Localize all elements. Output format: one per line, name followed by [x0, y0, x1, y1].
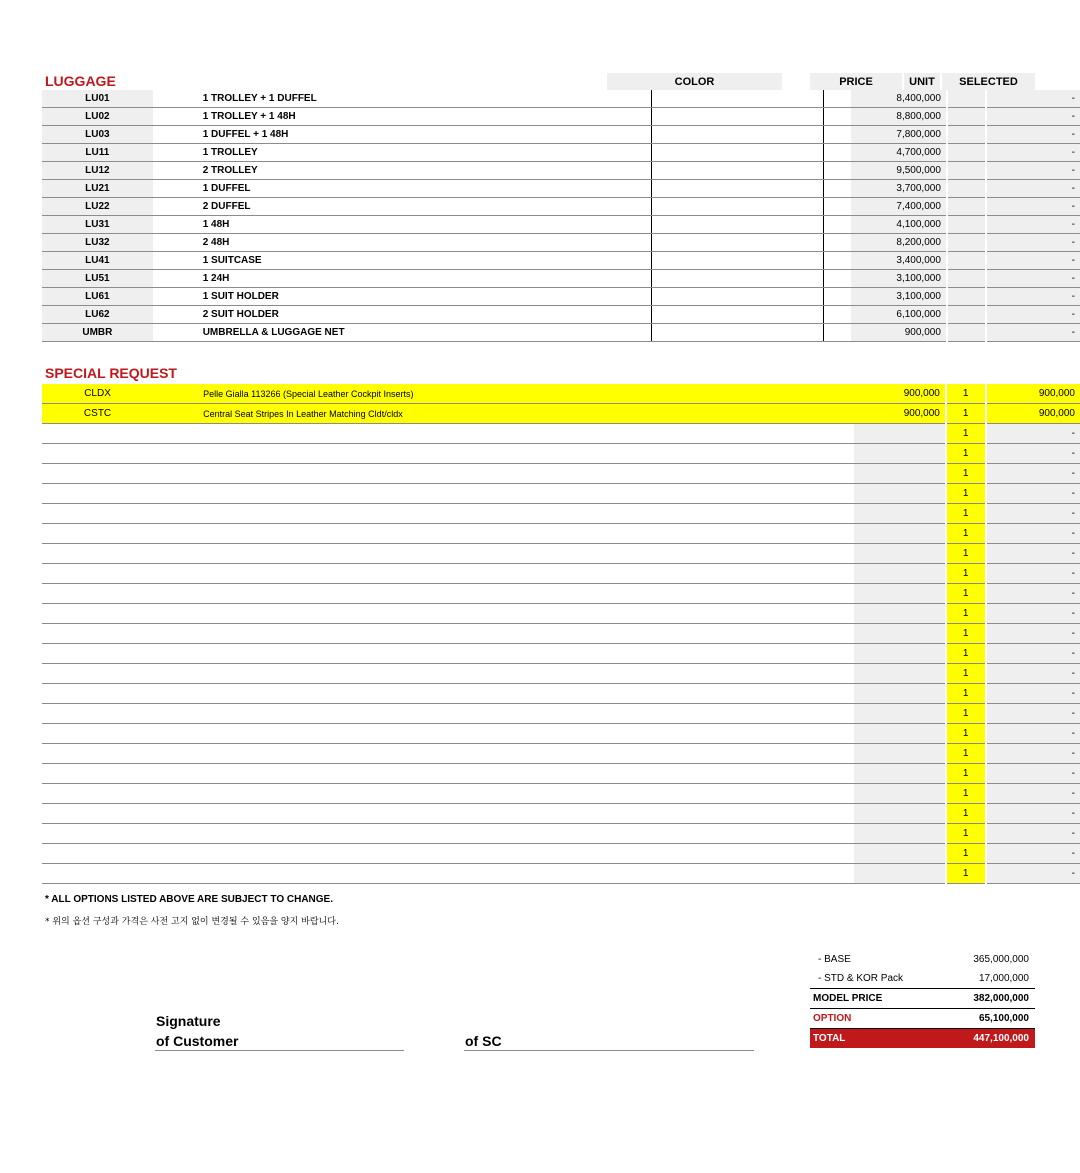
special-request-row	[42, 444, 1080, 464]
request-code	[42, 784, 153, 804]
luggage-description: 1 DUFFEL	[153, 180, 652, 198]
request-selected: -	[986, 644, 1080, 664]
luggage-row	[42, 90, 1080, 108]
special-request-row	[42, 704, 1080, 724]
request-description	[153, 744, 854, 764]
luggage-selected: -	[986, 180, 1080, 198]
luggage-description: 1 48H	[153, 216, 652, 234]
price-summary-table	[810, 950, 1035, 1048]
luggage-price: 3,700,000	[851, 180, 947, 198]
request-unit[interactable]: 1	[946, 444, 986, 464]
luggage-selected: -	[986, 324, 1080, 342]
request-selected: -	[986, 744, 1080, 764]
luggage-unit-cell[interactable]	[947, 198, 986, 216]
request-description	[153, 824, 854, 844]
summary-model-row	[810, 989, 1035, 1009]
request-code	[42, 744, 153, 764]
luggage-selected: -	[986, 234, 1080, 252]
base-value: 365,000,000	[973, 954, 1029, 965]
luggage-description: 1 TROLLEY + 1 48H	[153, 108, 652, 126]
request-description	[153, 684, 854, 704]
request-description	[153, 724, 854, 744]
request-description	[153, 444, 854, 464]
luggage-price: 7,400,000	[851, 198, 947, 216]
request-selected: -	[986, 704, 1080, 724]
request-description	[153, 844, 854, 864]
request-unit[interactable]: 1	[946, 624, 986, 644]
luggage-code: LU41	[42, 252, 153, 270]
spacer-cell	[824, 306, 851, 324]
special-request-row	[42, 584, 1080, 604]
luggage-row	[42, 216, 1080, 234]
spacer-cell	[824, 108, 851, 126]
request-selected: -	[986, 844, 1080, 864]
request-code	[42, 604, 153, 624]
request-selected: -	[986, 824, 1080, 844]
request-selected: -	[986, 724, 1080, 744]
request-description	[153, 664, 854, 684]
spacer-cell	[824, 288, 851, 306]
request-code	[42, 664, 153, 684]
luggage-row	[42, 234, 1080, 252]
request-description	[153, 604, 854, 624]
luggage-selected: -	[986, 306, 1080, 324]
spacer-cell	[824, 198, 851, 216]
request-selected: -	[986, 684, 1080, 704]
spacer-cell	[824, 144, 851, 162]
request-description	[153, 704, 854, 724]
luggage-color-cell[interactable]	[651, 234, 823, 252]
luggage-unit-cell[interactable]	[947, 126, 986, 144]
customer-signature-line[interactable]	[155, 1050, 404, 1051]
request-selected: -	[986, 444, 1080, 464]
request-unit[interactable]: 1	[946, 664, 986, 684]
special-request-row	[42, 664, 1080, 684]
luggage-price: 7,800,000	[851, 126, 947, 144]
request-code	[42, 584, 153, 604]
request-code	[42, 704, 153, 724]
luggage-price: 8,400,000	[851, 90, 947, 108]
request-selected: -	[986, 564, 1080, 584]
luggage-color-cell[interactable]	[651, 126, 823, 144]
request-code	[42, 484, 153, 504]
luggage-description: 2 DUFFEL	[153, 198, 652, 216]
request-price	[854, 584, 945, 604]
luggage-price: 3,100,000	[851, 270, 947, 288]
customer-signature-label	[156, 1011, 238, 1051]
model-price-label: MODEL PRICE	[810, 989, 923, 1009]
request-code	[42, 564, 153, 584]
luggage-price: 900,000	[851, 324, 947, 342]
luggage-code: UMBR	[42, 324, 153, 342]
request-selected: -	[986, 424, 1080, 444]
luggage-selected: -	[986, 198, 1080, 216]
request-selected: -	[986, 784, 1080, 804]
request-code	[42, 504, 153, 524]
luggage-unit-cell[interactable]	[947, 216, 986, 234]
request-price	[854, 444, 945, 464]
request-code: CSTC	[42, 404, 153, 424]
spacer-cell	[824, 126, 851, 144]
request-price	[854, 564, 945, 584]
luggage-description: 1 DUFFEL + 1 48H	[153, 126, 652, 144]
request-unit[interactable]: 1	[946, 544, 986, 564]
request-selected: 900,000	[986, 404, 1080, 424]
request-selected: -	[986, 504, 1080, 524]
request-description	[153, 584, 854, 604]
luggage-code: LU32	[42, 234, 153, 252]
spacer-cell	[824, 252, 851, 270]
sc-signature-label: of SC	[465, 1033, 502, 1049]
luggage-description: 1 SUITCASE	[153, 252, 652, 270]
special-request-row	[42, 824, 1080, 844]
price-column-header: PRICE	[810, 73, 902, 90]
request-code	[42, 464, 153, 484]
luggage-code: LU21	[42, 180, 153, 198]
summary-option-row	[810, 1009, 1035, 1029]
special-request-table	[42, 384, 1080, 884]
request-unit[interactable]: 1	[946, 484, 986, 504]
request-code	[42, 524, 153, 544]
std-pack-value: 17,000,000	[978, 973, 1029, 984]
luggage-unit-cell[interactable]	[947, 306, 986, 324]
std-pack-label: - STD & KOR Pack	[818, 973, 904, 984]
special-request-row	[42, 424, 1080, 444]
luggage-row	[42, 108, 1080, 126]
special-request-row	[42, 604, 1080, 624]
request-price	[854, 504, 945, 524]
request-unit[interactable]: 1	[946, 504, 986, 524]
request-price	[854, 684, 945, 704]
luggage-color-cell[interactable]	[651, 162, 823, 180]
request-unit[interactable]: 1	[946, 464, 986, 484]
luggage-color-cell[interactable]	[651, 90, 823, 108]
luggage-price: 8,800,000	[851, 108, 947, 126]
request-description	[153, 624, 854, 644]
spacer-cell	[824, 90, 851, 108]
luggage-selected: -	[986, 252, 1080, 270]
special-request-row	[42, 744, 1080, 764]
luggage-code: LU31	[42, 216, 153, 234]
luggage-code: LU22	[42, 198, 153, 216]
request-price: 900,000	[854, 404, 945, 424]
request-selected: -	[986, 604, 1080, 624]
request-description: Pelle Gialla 113266 (Special Leather Cockpit Inserts)	[153, 384, 854, 404]
request-price	[854, 744, 945, 764]
model-price-value: 382,000,000	[923, 989, 1036, 1009]
request-unit[interactable]: 1	[946, 604, 986, 624]
spacer-cell	[824, 180, 851, 198]
request-price	[854, 784, 945, 804]
luggage-color-cell[interactable]	[651, 198, 823, 216]
request-selected: -	[986, 544, 1080, 564]
request-price	[854, 664, 945, 684]
total-label: TOTAL	[810, 1029, 923, 1049]
special-request-row	[42, 764, 1080, 784]
summary-total-row	[810, 1029, 1035, 1049]
request-code	[42, 724, 153, 744]
request-selected: -	[986, 664, 1080, 684]
request-unit[interactable]: 1	[946, 724, 986, 744]
special-request-row	[42, 724, 1080, 744]
color-column-header: COLOR	[607, 73, 782, 90]
luggage-selected: -	[986, 288, 1080, 306]
luggage-selected: -	[986, 90, 1080, 108]
special-request-row	[42, 384, 1080, 404]
luggage-color-cell[interactable]	[651, 270, 823, 288]
spacer-cell	[824, 324, 851, 342]
request-description	[153, 784, 854, 804]
request-description	[153, 544, 854, 564]
selected-column-header: SELECTED	[942, 73, 1035, 90]
request-selected: 900,000	[986, 384, 1080, 404]
luggage-unit-cell[interactable]	[947, 180, 986, 198]
disclaimer-english: * ALL OPTIONS LISTED ABOVE ARE SUBJECT TO CHANGE.	[45, 894, 333, 905]
luggage-color-cell[interactable]	[651, 144, 823, 162]
luggage-unit-cell[interactable]	[947, 288, 986, 306]
request-unit[interactable]: 1	[946, 764, 986, 784]
request-unit[interactable]: 1	[946, 644, 986, 664]
luggage-price: 4,100,000	[851, 216, 947, 234]
luggage-code: LU62	[42, 306, 153, 324]
request-selected: -	[986, 484, 1080, 504]
luggage-price: 3,100,000	[851, 288, 947, 306]
luggage-row	[42, 126, 1080, 144]
luggage-row	[42, 270, 1080, 288]
request-unit[interactable]: 1	[946, 404, 986, 424]
request-description	[153, 804, 854, 824]
request-selected: -	[986, 804, 1080, 824]
luggage-selected: -	[986, 216, 1080, 234]
request-unit[interactable]: 1	[946, 524, 986, 544]
luggage-description: UMBRELLA & LUGGAGE NET	[153, 324, 652, 342]
signature-label-line2: of Customer	[156, 1033, 239, 1049]
total-value: 447,100,000	[923, 1029, 1036, 1049]
request-selected: -	[986, 864, 1080, 884]
request-unit[interactable]: 1	[946, 804, 986, 824]
request-price	[854, 724, 945, 744]
luggage-row	[42, 288, 1080, 306]
luggage-section-title: LUGGAGE	[45, 73, 116, 89]
request-code	[42, 644, 153, 664]
luggage-unit-cell[interactable]	[947, 234, 986, 252]
request-unit[interactable]: 1	[946, 584, 986, 604]
request-description	[153, 504, 854, 524]
request-unit[interactable]: 1	[946, 784, 986, 804]
request-description	[153, 524, 854, 544]
luggage-selected: -	[986, 162, 1080, 180]
summary-std-row	[810, 969, 1035, 989]
request-code	[42, 624, 153, 644]
request-description	[153, 764, 854, 784]
special-request-row	[42, 564, 1080, 584]
luggage-color-cell[interactable]	[651, 180, 823, 198]
luggage-color-cell[interactable]	[651, 288, 823, 306]
request-description	[153, 864, 854, 884]
special-request-row	[42, 864, 1080, 884]
request-selected: -	[986, 624, 1080, 644]
spacer-cell	[824, 270, 851, 288]
luggage-color-cell[interactable]	[651, 306, 823, 324]
request-code	[42, 684, 153, 704]
luggage-row	[42, 252, 1080, 270]
request-price	[854, 704, 945, 724]
request-unit[interactable]: 1	[946, 824, 986, 844]
request-unit[interactable]: 1	[946, 424, 986, 444]
luggage-code: LU01	[42, 90, 153, 108]
luggage-row	[42, 306, 1080, 324]
luggage-price: 6,100,000	[851, 306, 947, 324]
option-value: 65,100,000	[923, 1009, 1036, 1029]
request-price	[854, 464, 945, 484]
luggage-row	[42, 144, 1080, 162]
base-label: - BASE	[818, 954, 851, 965]
request-price	[854, 824, 945, 844]
special-request-row	[42, 504, 1080, 524]
luggage-unit-cell[interactable]	[947, 108, 986, 126]
request-description: Central Seat Stripes In Leather Matching Cldt/cldx	[153, 404, 854, 424]
luggage-unit-cell[interactable]	[947, 144, 986, 162]
request-selected: -	[986, 764, 1080, 784]
request-description	[153, 644, 854, 664]
luggage-row	[42, 324, 1080, 342]
special-request-row	[42, 404, 1080, 424]
luggage-description: 2 48H	[153, 234, 652, 252]
luggage-unit-cell[interactable]	[947, 270, 986, 288]
request-description	[153, 564, 854, 584]
request-price	[854, 864, 945, 884]
request-code	[42, 824, 153, 844]
request-price	[854, 624, 945, 644]
luggage-unit-cell[interactable]	[947, 252, 986, 270]
special-request-row	[42, 544, 1080, 564]
request-price	[854, 844, 945, 864]
luggage-price: 3,400,000	[851, 252, 947, 270]
luggage-code: LU61	[42, 288, 153, 306]
luggage-selected: -	[986, 270, 1080, 288]
luggage-code: LU12	[42, 162, 153, 180]
request-code	[42, 764, 153, 784]
special-request-row	[42, 644, 1080, 664]
luggage-price: 8,200,000	[851, 234, 947, 252]
request-code	[42, 844, 153, 864]
request-description	[153, 464, 854, 484]
special-request-row	[42, 844, 1080, 864]
unit-column-header: UNIT	[904, 73, 940, 90]
special-request-row	[42, 484, 1080, 504]
luggage-price: 4,700,000	[851, 144, 947, 162]
luggage-description: 1 SUIT HOLDER	[153, 288, 652, 306]
luggage-color-cell[interactable]	[651, 216, 823, 234]
request-unit[interactable]: 1	[946, 864, 986, 884]
special-request-row	[42, 524, 1080, 544]
request-unit[interactable]: 1	[946, 844, 986, 864]
request-selected: -	[986, 584, 1080, 604]
luggage-description: 2 TROLLEY	[153, 162, 652, 180]
request-price	[854, 544, 945, 564]
luggage-description: 2 SUIT HOLDER	[153, 306, 652, 324]
request-code	[42, 804, 153, 824]
special-request-row	[42, 784, 1080, 804]
luggage-row	[42, 180, 1080, 198]
request-price	[854, 604, 945, 624]
request-price	[854, 804, 945, 824]
option-label: OPTION	[810, 1009, 923, 1029]
request-code	[42, 444, 153, 464]
luggage-code: LU51	[42, 270, 153, 288]
request-price	[854, 644, 945, 664]
request-description	[153, 424, 854, 444]
request-selected: -	[986, 524, 1080, 544]
luggage-selected: -	[986, 108, 1080, 126]
summary-base-row	[810, 950, 1035, 969]
special-request-row	[42, 684, 1080, 704]
luggage-selected: -	[986, 126, 1080, 144]
request-price	[854, 524, 945, 544]
request-code: CLDX	[42, 384, 153, 404]
request-price	[854, 764, 945, 784]
request-price	[854, 484, 945, 504]
spacer-cell	[824, 162, 851, 180]
request-description	[153, 484, 854, 504]
sc-signature-line[interactable]	[464, 1050, 754, 1051]
request-price	[854, 424, 945, 444]
luggage-color-cell[interactable]	[651, 108, 823, 126]
spacer-cell	[824, 216, 851, 234]
request-unit[interactable]: 1	[946, 384, 986, 404]
luggage-table	[42, 90, 1080, 342]
luggage-unit-cell[interactable]	[947, 90, 986, 108]
luggage-description: 1 TROLLEY + 1 DUFFEL	[153, 90, 652, 108]
request-price: 900,000	[854, 384, 945, 404]
special-request-row	[42, 624, 1080, 644]
request-code	[42, 864, 153, 884]
spacer-cell	[824, 234, 851, 252]
request-unit[interactable]: 1	[946, 684, 986, 704]
luggage-row	[42, 162, 1080, 180]
special-request-row	[42, 804, 1080, 824]
luggage-color-cell[interactable]	[651, 252, 823, 270]
request-code	[42, 544, 153, 564]
disclaimer-korean: * 위의 옵션 구성과 가격은 사전 고지 없이 변경될 수 있음을 양지 바랍니다.	[45, 917, 339, 927]
signature-label-line1: Signature	[156, 1013, 221, 1029]
luggage-color-cell[interactable]	[651, 324, 823, 342]
luggage-code: LU02	[42, 108, 153, 126]
request-unit[interactable]: 1	[946, 704, 986, 724]
special-request-row	[42, 464, 1080, 484]
luggage-unit-cell[interactable]	[947, 162, 986, 180]
request-unit[interactable]: 1	[946, 564, 986, 584]
luggage-code: LU11	[42, 144, 153, 162]
luggage-code: LU03	[42, 126, 153, 144]
special-request-section-title: SPECIAL REQUEST	[45, 365, 177, 381]
request-unit[interactable]: 1	[946, 744, 986, 764]
luggage-description: 1 24H	[153, 270, 652, 288]
request-selected: -	[986, 464, 1080, 484]
luggage-row	[42, 198, 1080, 216]
luggage-price: 9,500,000	[851, 162, 947, 180]
luggage-selected: -	[986, 144, 1080, 162]
request-code	[42, 424, 153, 444]
luggage-unit-cell[interactable]	[947, 324, 986, 342]
luggage-description: 1 TROLLEY	[153, 144, 652, 162]
